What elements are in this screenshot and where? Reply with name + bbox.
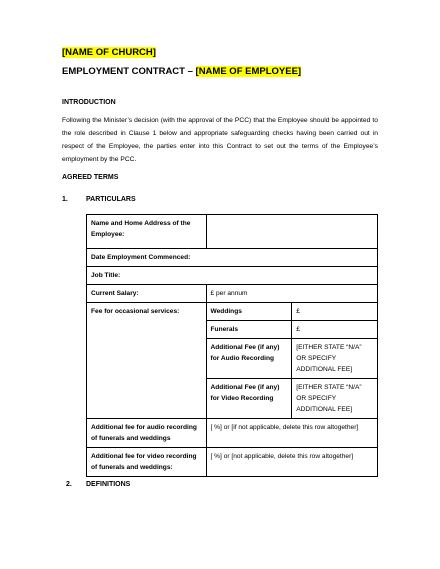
job-title-label: Job Title: xyxy=(87,267,378,285)
table-row xyxy=(87,303,378,321)
title-prefix: EMPLOYMENT CONTRACT – xyxy=(62,66,196,77)
employee-name-placeholder: [NAME OF EMPLOYEE] xyxy=(195,66,302,77)
document-title xyxy=(62,66,301,77)
section-1-number: 1. xyxy=(62,196,68,203)
church-name xyxy=(62,47,156,58)
table-row xyxy=(87,419,378,448)
audio-fee-value: [EITHER STATE “N/A” OR SPECIFY ADDITIONAL FEE] xyxy=(292,339,378,379)
weddings-value: £ xyxy=(292,303,378,321)
weddings-label: Weddings xyxy=(206,303,292,321)
salary-label: Current Salary: xyxy=(87,285,207,303)
video-fee-value: [EITHER STATE “N/A” OR SPECIFY ADDITIONAL FEE] xyxy=(292,379,378,419)
introduction-heading: INTRODUCTION xyxy=(62,99,116,106)
funerals-label: Funerals xyxy=(206,321,292,339)
agreed-terms-heading: AGREED TERMS xyxy=(62,174,119,181)
section-2-title: DEFINITIONS xyxy=(86,481,131,488)
funerals-value: £ xyxy=(292,321,378,339)
particulars-table xyxy=(86,214,378,477)
additional-video-label: Additional fee for video recording of funerals and weddings: xyxy=(87,448,207,477)
name-address-label: Name and Home Address of the Employee: xyxy=(87,215,207,249)
additional-audio-label: Additional fee for audio recording of funerals and weddings xyxy=(87,419,207,448)
audio-fee-label: Additional Fee (if any) for Audio Recording xyxy=(206,339,292,379)
additional-audio-value: [ %] or [if not applicable, delete this row altogether] xyxy=(206,419,377,448)
table-row xyxy=(87,267,378,285)
additional-video-value: [ %] or [not applicable, delete this row altogether] xyxy=(206,448,377,477)
section-1-title: PARTICULARS xyxy=(86,196,136,203)
occasional-fee-label: Fee for occasional services: xyxy=(87,303,207,419)
salary-value: £ per annum xyxy=(206,285,377,303)
name-address-value xyxy=(206,215,377,249)
church-name-placeholder: [NAME OF CHURCH] xyxy=(62,47,156,58)
table-row xyxy=(87,215,378,249)
video-fee-label: Additional Fee (if any) for Video Recording xyxy=(206,379,292,419)
section-2-number: 2. xyxy=(66,481,72,488)
table-row xyxy=(87,249,378,267)
table-row xyxy=(87,285,378,303)
introduction-paragraph: Following the Minister’s decision (with the approval of the PCC) that the Employee should be appointed to the role described in Clause 1 below and appropriate safeguarding checks having been carried out in respect of the Employee, the parties enter into this Contract to set out the terms of the Employee’s employment by the PCC. xyxy=(62,117,378,163)
date-commenced-label: Date Employment Commenced: xyxy=(87,249,378,267)
table-row xyxy=(87,448,378,477)
